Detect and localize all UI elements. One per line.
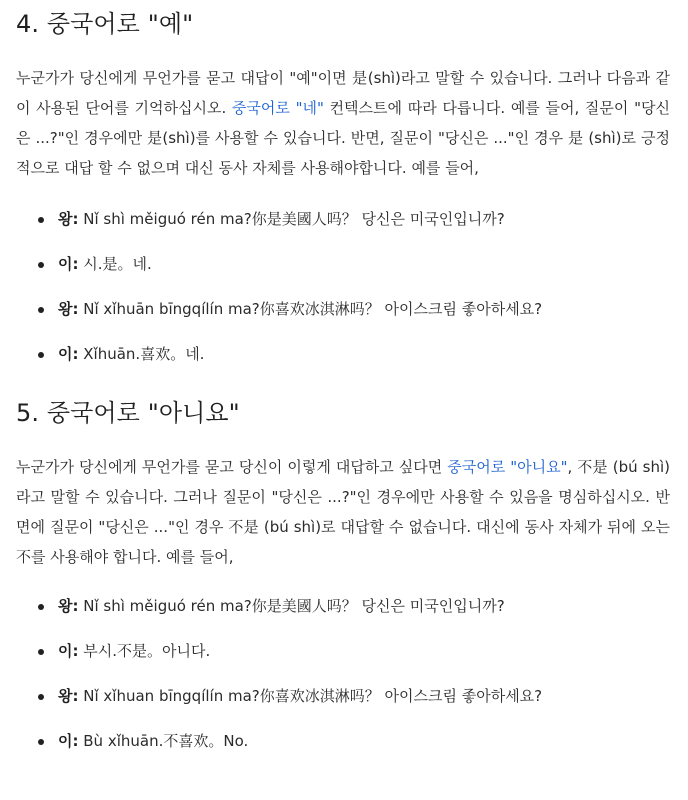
example-list-no [16, 594, 670, 753]
list-item [38, 594, 670, 618]
list-item [38, 684, 670, 708]
example-text: 시.是。네. [78, 255, 152, 273]
paragraph-text: , 不是 (bú shì)라고 말할 수 있습니다. 그러나 질문이 "당신은 ...?"인 경우에만 사용할 수 있음을 명심하십시오. 반면에 질문이 "당신은 ..."인 경우 不是 (bú shì)로 대답할 수 없습니다. 대신에 동사 자체가 뒤에 오는 不를 사용해야 합니다. 예를 들어, [16, 458, 670, 566]
speaker-label: 이: [58, 255, 79, 273]
paragraph-text: 컨텍스트에 따라 다릅니다. 예를 들어, 질문이 "당신은 ...?"인 경우에만 是(shì)를 사용할 수 있습니다. 반면, 질문이 "당신은 ..."인 경우 是 (shì)로 긍정적으로 대답 할 수 없으며 대신 동사 자체를 사용해야합니다. 예를 들어, [16, 99, 670, 177]
example-text: 부시.不是。아니다. [78, 642, 211, 660]
link-chinese-yes[interactable]: 중국어로 "네" [231, 99, 324, 117]
paragraph-text: 누군가가 당신에게 무언가를 묻고 대답이 "예"이면 是(shì)라고 말할 수 있습니다. 그러나 다음과 같이 사용된 단어를 기억하십시오. [16, 69, 670, 117]
link-chinese-no[interactable]: 중국어로 "아니요" [447, 458, 568, 476]
speaker-label: 왕: [58, 597, 79, 615]
example-text: Xǐhuān.喜欢。네. [78, 345, 205, 363]
list-item [38, 207, 670, 231]
speaker-label: 이: [58, 642, 79, 660]
section-heading-no: 5. 중국어로 "아니요" [16, 399, 240, 427]
speaker-label: 왕: [58, 300, 79, 318]
list-item [38, 297, 670, 321]
speaker-label: 이: [58, 345, 79, 363]
section-heading-yes: 4. 중국어로 "예" [16, 10, 194, 38]
paragraph-text: 누군가가 당신에게 무언가를 묻고 당신이 이렇게 대답하고 싶다면 [16, 458, 448, 476]
speaker-label: 왕: [58, 210, 79, 228]
section-paragraph-no [16, 452, 670, 572]
speaker-label: 이: [58, 732, 79, 750]
example-text: Bù xǐhuān.不喜欢。No. [78, 732, 249, 750]
list-item [38, 252, 670, 276]
example-text: Nǐ xǐhuan bīngqílín ma?你喜欢冰淇淋吗？ 아이스크림 좋아하세요? [78, 687, 543, 705]
example-text: Nǐ shì měiguó rén ma?你是美國人吗？ 당신은 미국인입니까? [78, 597, 505, 615]
example-text: Nǐ shì měiguó rén ma?你是美國人吗？ 당신은 미국인입니까? [78, 210, 505, 228]
list-item [38, 639, 670, 663]
section-paragraph-yes [16, 63, 670, 183]
list-item [38, 729, 670, 753]
example-text: Nǐ xǐhuān bīngqílín ma?你喜欢冰淇淋吗？ 아이스크림 좋아하세요? [78, 300, 543, 318]
example-list-yes [16, 207, 670, 366]
speaker-label: 왕: [58, 687, 79, 705]
list-item [38, 342, 670, 366]
